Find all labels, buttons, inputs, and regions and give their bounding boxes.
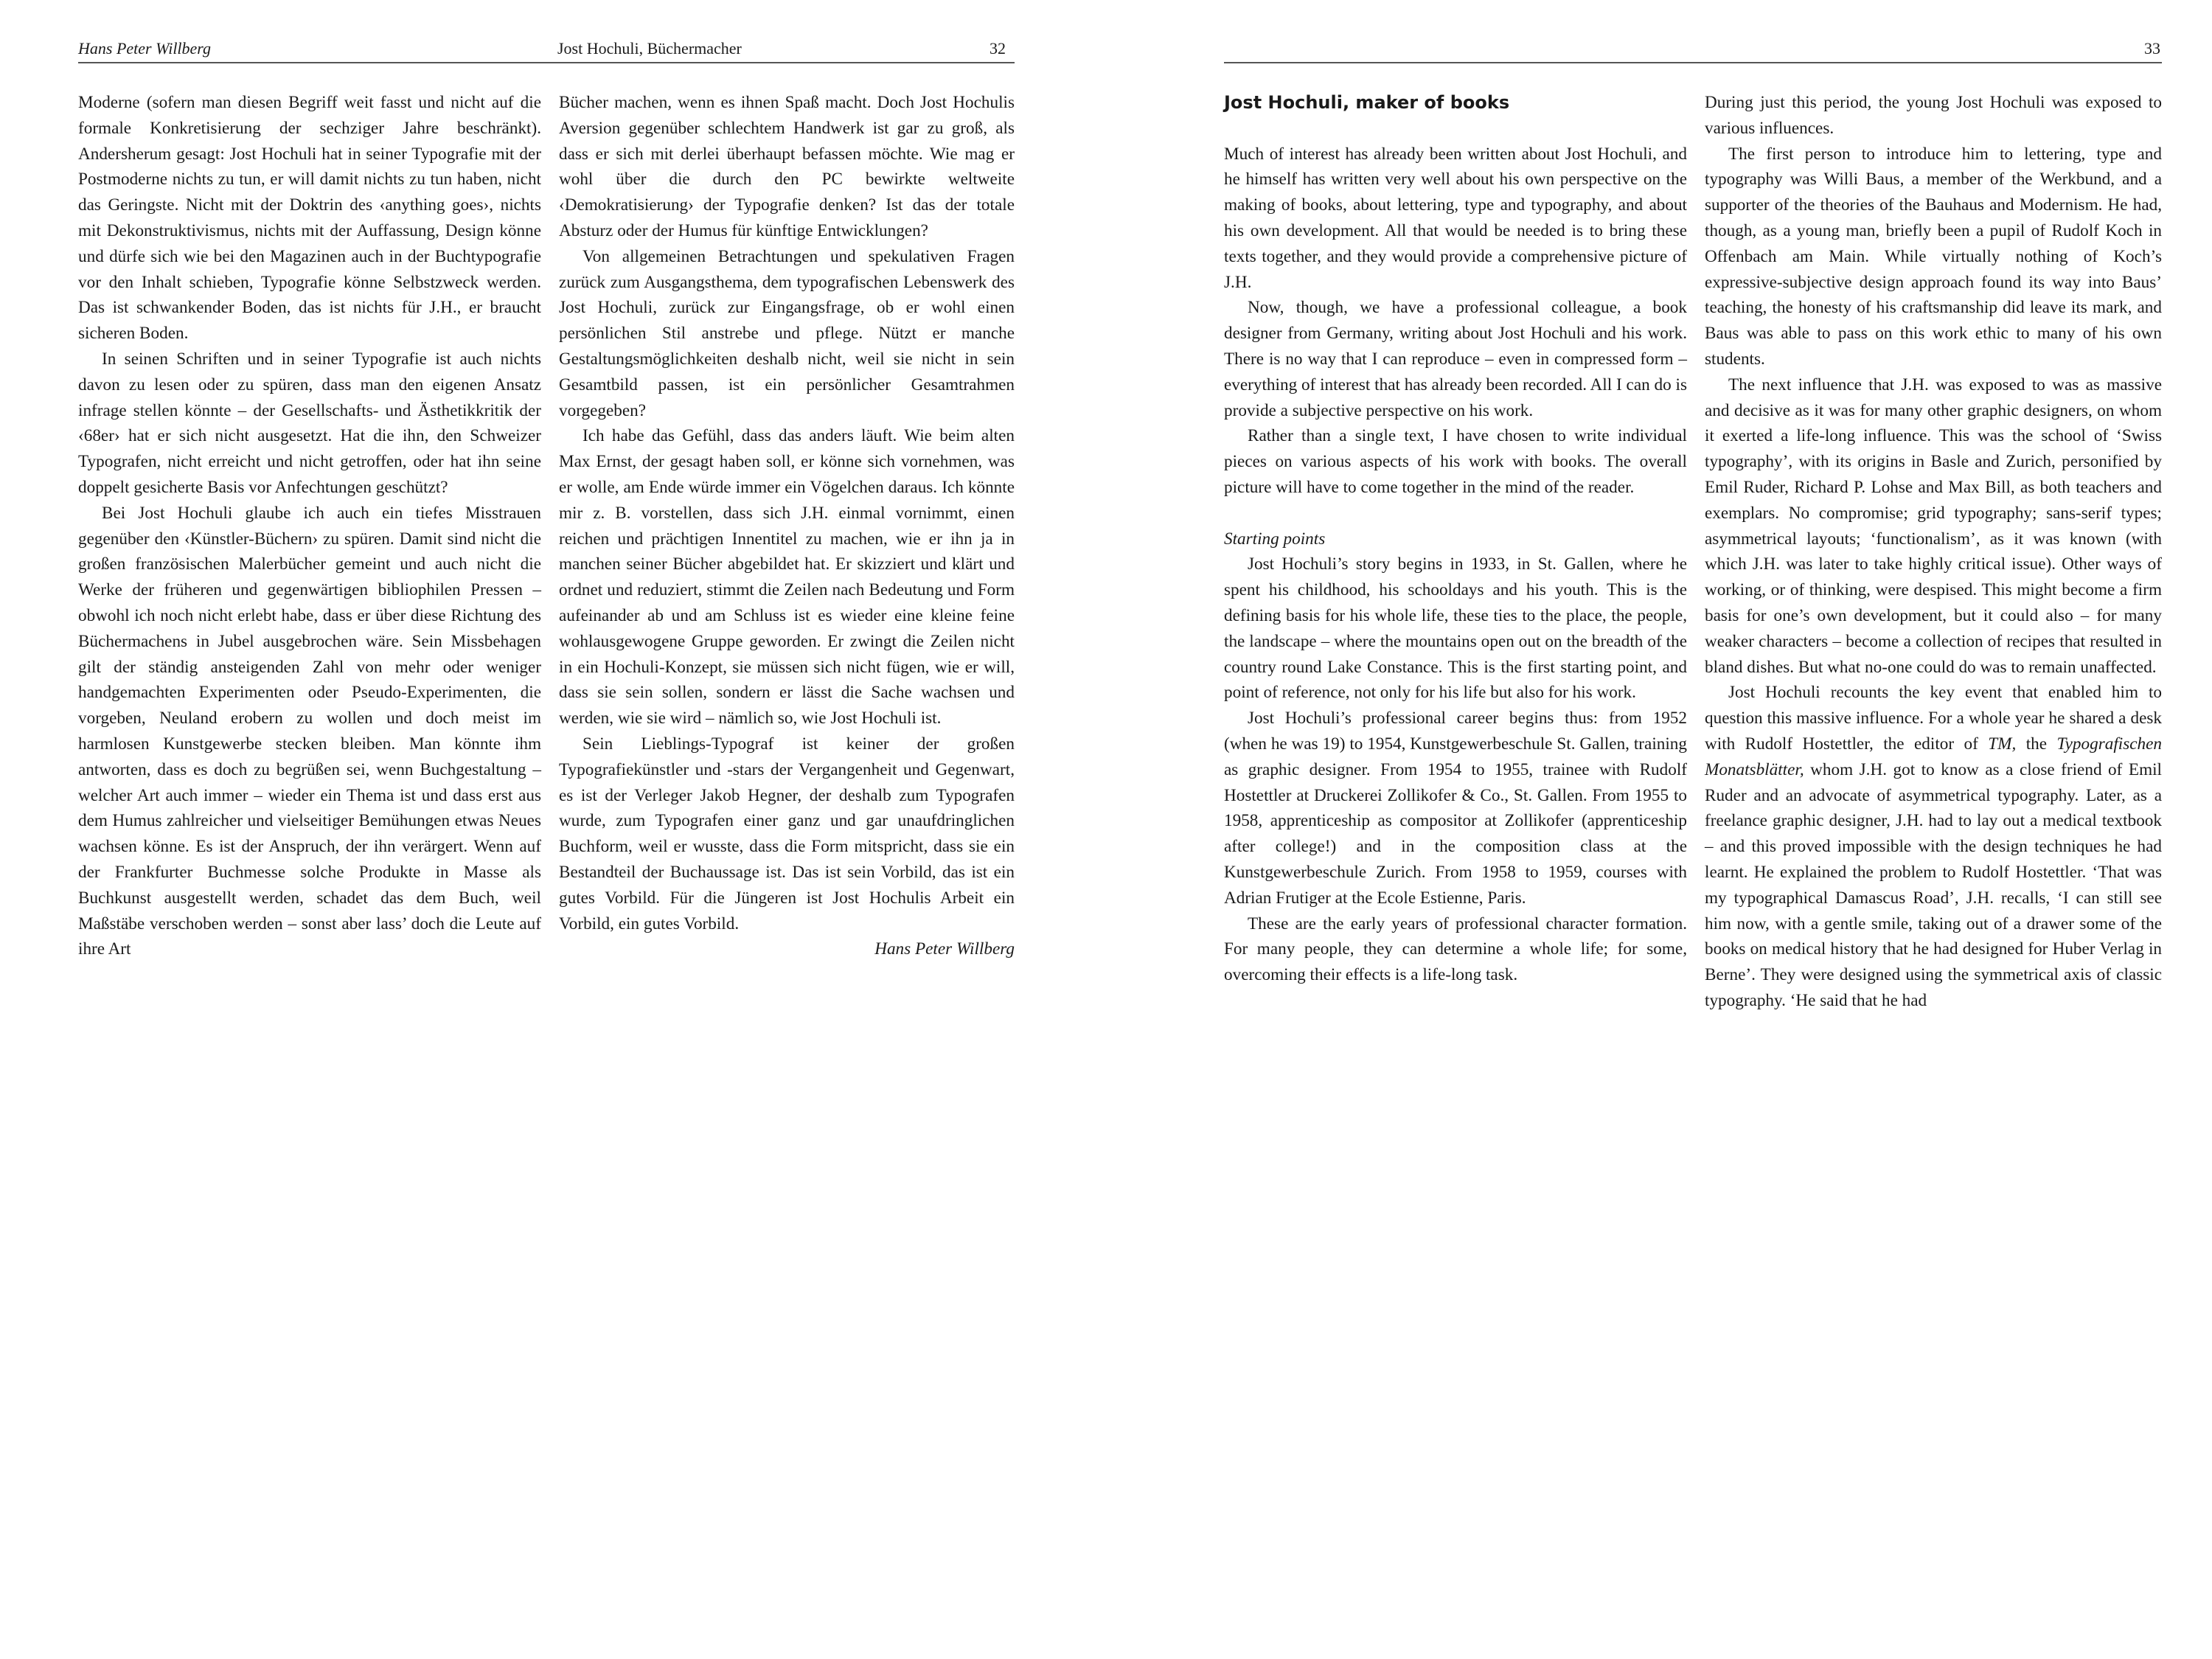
left-column-1	[78, 90, 541, 962]
text-run: the	[2016, 734, 2057, 754]
paragraph: In seinen Schriften und in seiner Typografie ist auch nichts davon zu lesen oder zu spüren, dass man den eigenen Ansatz infrage stellen könnte – der Gesellschafts- und Ästhetikkritik der ‹68er› hat er sich nicht ausgesetzt. Hat die ihn, den Schweizer Typografen, nicht erreicht und nicht getroffen, oder hat ihn seine doppelt gesicherte Basis vor Anfechtungen geschützt?	[78, 349, 541, 497]
paragraph	[1705, 680, 2162, 1013]
paragraph: Jost Hochuli’s professional career begins thus: from 1952 (when he was 19) to 1954, Kunstgewerbeschule St. Gallen, training as graphic designer. From 1954 to 1955, trainee with Rudolf Hostettler at Druckerei Zollikofer & Co., St. Gallen. From 1955 to 1958, apprenticeship as compositor at Zollikofer (apprenticeship after college!) and in the composition class at the Kunstgewerbeschule Zurich. From 1958 to 1959, courses with Adrian Frutiger at the Ecole Estienne, Paris.	[1224, 709, 1687, 908]
paragraph: Jost Hochuli’s story begins in 1933, in St. Gallen, where he spent his childhood, his schooldays and his youth. This is the defining basis for his whole life, these ties to the place, the people, the landscape – where the mountains open out on the breadth of the country round Lake Constance. This is the first starting point, and point of reference, not only for his life but also for his work.	[1224, 554, 1687, 703]
paragraph: Rather than a single text, I have chosen to write individual pieces on various aspects of his work with books. The overall picture will have to come together in the mind of the reader.	[1224, 426, 1687, 497]
page-number-right: 33	[2144, 39, 2160, 58]
page-number-left: 32	[990, 39, 1006, 58]
paragraph: During just this period, the young Jost Hochuli was exposed to various influences.	[1705, 93, 2162, 138]
paragraph: Von allgemeinen Betrachtungen und spekulativen Fragen zurück zum Ausgangsthema, dem typografischen Lebenswerk des Jost Hochuli, zurück zur Eingangsfrage, ob er wohl einen persönlichen Stil anstrebe und pflege. Nützt er manche Gestaltungsmöglichkeiten deshalb nicht, weil sie nicht in sein Gesamtbild passen, ist ein persönlicher Gesamtrahmen vorgegeben?	[559, 246, 1015, 420]
paragraph: These are the early years of professional character formation. For many people, they can determine a whole life; for some, overcoming their effects is a life-long task.	[1224, 914, 1687, 985]
journal-abbreviation: TM,	[1988, 734, 2017, 754]
journal-title: Typografischen Monatsblätter,	[1705, 734, 2162, 779]
paragraph: Bei Jost Hochuli glaube ich auch ein tiefes Misstrauen gegenüber den ‹Künstler-Büchern› zu spüren. Damit sind nicht die großen französischen Malerbücher gemeint und auch nicht die Werke der früheren und gegenwärtigen bibliophilen Pressen – obwohl ich noch nicht erlebt habe, dass er über diese Richtung des Büchermachens in Jubel ausgebrochen wäre. Sein Missbehagen gilt der ständig ansteigenden Zahl von mehr oder weniger handgemachten Experimenten oder Pseudo-Experimenten, die vorgeben, Neuland erobern zu wollen und doch meist im harmlosen Kunstgewerbe stecken bleiben. Man könnte ihm antworten, dass es doch zu begrüßen sei, wenn Buchgestaltung – welcher Art auch immer – wieder ein Thema ist und dass erst aus dem Humus zahlreicher und vielseitiger Bemühungen etwas Neues wachsen könne. Es ist der Anspruch, der ihn verärgert. Wenn auf der Frankfurter Buchmesse solche Produkte in Masse als Buchkunst ausgestellt werden, schadet das dem Buch, weil Maßstäbe verschoben werden – sonst aber lass’ doch die Leute auf ihre Art	[78, 503, 541, 959]
paragraph: Bücher machen, wenn es ihnen Spaß macht. Doch Jost Hochulis Aversion gegenüber schlechtem Handwerk ist gar zu groß, als dass er sich mit derlei überhaupt befassen möchte. Wie mag er wohl über die durch den PC bewirkte weltweite ‹Demokratisierung› der Typografie denken? Ist das der totale Absturz oder der Humus für künftige Entwicklungen?	[559, 93, 1015, 240]
right-column-1	[1224, 90, 1687, 988]
article-heading: Jost Hochuli, maker of books	[1224, 92, 1510, 113]
paragraph: Sein Lieblings-Typograf ist keiner der großen Typografiekünstler und -stars der Vergangenheit und Gegenwart, es ist der Verleger Jakob Hegner, der deshalb zum Typografen wurde, zum Typografen einer ganz und gar unaufdringlichen Buchform, weil er wusste, dass die Form mitspricht, dass sie ein Bestandteil der Buchaussage ist. Das ist sein Vorbild, das ist ein gutes Vorbild. Für die Jüngeren ist Jost Hochulis Arbeit ein Vorbild, ein gutes Vorbild.	[559, 734, 1015, 933]
text-run: whom J.H. got to know as a close friend of Emil Ruder and an advocate of asymmetrical typography. Later, as a freelance graphic designer, J.H. had to lay out a medical textbook – and this proved impossible with the design techniques he had learnt. He explained the problem to Rudolf Hostettler. ‘That was my typographical Damascus Road’, J.H. recalls, ‘I can still see him now, with a gentle smile, taking out of a drawer some of the books on medical history that he had designed for Huber Verlag in Berne’. They were designed using the symmetrical axis of classic typography. ‘He said that he had	[1705, 759, 2162, 1010]
header-rule-left	[78, 62, 1015, 63]
running-head-author: Hans Peter Willberg	[78, 39, 212, 58]
paragraph: Much of interest has already been written about Jost Hochuli, and he himself has written very well about his own perspective on the making of books, about lettering, type and typography, and about his own development. All that would be needed is to bring these texts together, and they would provide a comprehensive picture of J.H.	[1224, 144, 1687, 292]
paragraph: The first person to introduce him to lettering, type and typography was Willi Baus, a member of the Werkbund, and a supporter of the theories of the Bauhaus and Modernism. He had, though, as a young man, briefly been a pupil of Rudolf Koch in Offenbach am Main. While virtually nothing of Koch’s expressive-subjective design approach found its way into Baus’ teaching, the honesty of his craftsmanship did leave its mark, and Baus was able to pass on this work ethic to many of his own students.	[1705, 144, 2162, 369]
paragraph: Now, though, we have a professional colleague, a book designer from Germany, writing about Jost Hochuli and his work. There is no way that I can reproduce – even in compressed form – everything of interest that has already been recorded. All I can do is provide a subjective perspective on his work.	[1224, 298, 1687, 420]
running-head-title: Jost Hochuli, Büchermacher	[557, 39, 742, 58]
paragraph: Moderne (sofern man diesen Begriff weit fasst und nicht auf die formale Konkretisierung der sechziger Jahre beschränkt). Andersherum gesagt: Jost Hochuli hat in seiner Typografie mit der Postmoderne nichts zu tun, er will damit nichts zu tun haben, nicht das Geringste. Nicht mit der Doktrin des ‹anything goes›, nichts mit Dekonstruktivismus, nichts mit der Auffassung, Design könne und dürfe sich wie bei den Magazinen auch in der Buchtypografie vor den Inhalt schieben, Typografie könne Selbstzweck werden. Das ist schwankender Boden, das ist nichts für J.H., er braucht sicheren Boden.	[78, 93, 541, 344]
right-column-2	[1705, 90, 2162, 1014]
section-subheading: Starting points	[1224, 529, 1326, 549]
header-rule-right	[1224, 62, 2162, 63]
author-signature: Hans Peter Willberg	[874, 939, 1015, 959]
left-column-2	[559, 90, 1015, 962]
paragraph: The next influence that J.H. was exposed to was as massive and decisive as it was for many other graphic designers, on whom it exerted a life-long influence. This was the school of ‘Swiss typography’, with its origins in Basle and Zurich, personified by Emil Ruder, Richard P. Lohse and Max Bill, as both teachers and exemplars. No compromise; grid typography; sans-serif types; asymmetrical layouts; ‘functionalism’, as it was known (with which J.H. was later to take highly critical issue). Other ways of working, or of thinking, were despised. This might become a firm basis for one’s own development, but it could also – for many weaker characters – become a collection of recipes that resulted in bland dishes. But what no-one could do was to remain unaffected.	[1705, 375, 2162, 677]
text-run: Jost Hochuli recounts the key event that enabled him to question this massive influence. For a whole year he shared a desk with Rudolf Hostettler, the editor of	[1705, 683, 2162, 754]
paragraph: Ich habe das Gefühl, dass das anders läuft. Wie beim alten Max Ernst, der gesagt haben soll, er könne sich vornehmen, was er wolle, am Ende würde immer ein Vögelchen daraus. Ich könnte mir z. B. vorstellen, dass sich J.H. einmal vornimmt, einen reichen und prächtigen Innentitel zu machen, wie er ihn ja in manchen seiner Bücher abgebildet hat. Er skizziert und klärt und ordnet und reduziert, stimmt die Zeilen nach Bedeutung und Form aufeinander ab und am Schluss ist es wieder eine kleine feine wohlausgewogene Gruppe geworden. Er zwingt die Zeilen nicht in ein Hochuli-Konzept, sie müssen sich nicht fügen, wie er will, dass sie sein sollen, sondern er lässt die Sache wachsen und werden, wie sie wird – nämlich so, wie Jost Hochuli ist.	[559, 426, 1015, 728]
